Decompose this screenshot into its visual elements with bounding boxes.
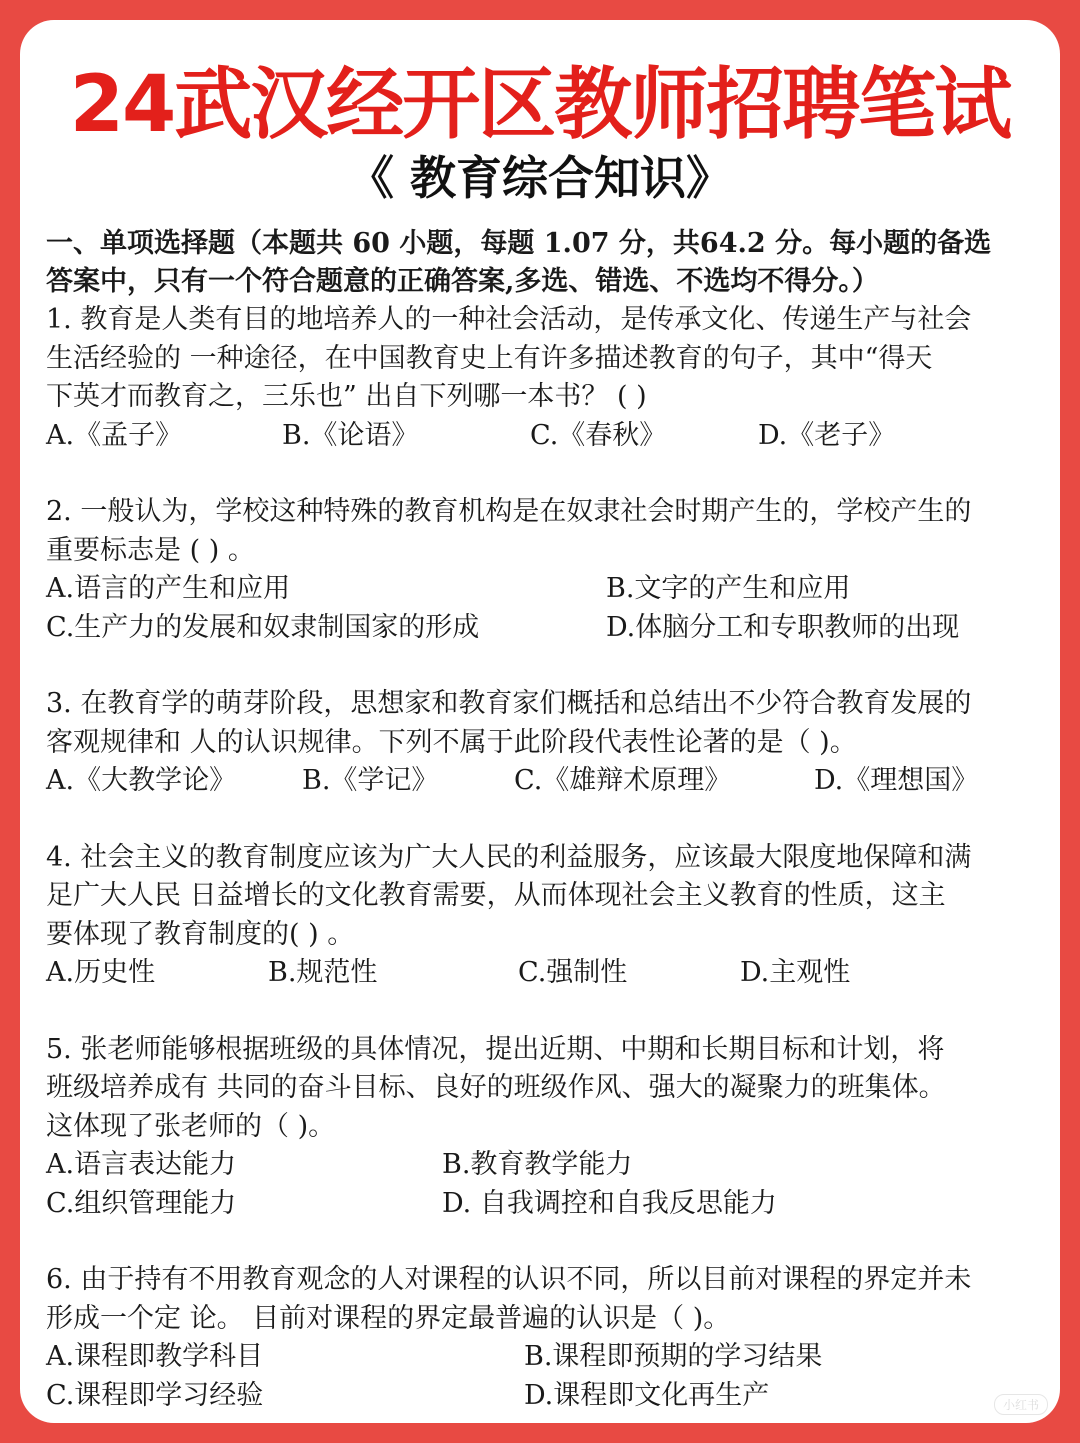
page-card <box>20 20 1060 1423</box>
question-line: 要体现了教育制度的( ) 。 <box>46 918 355 950</box>
options-row <box>46 954 1036 993</box>
question-stem <box>46 685 1036 762</box>
option-d[interactable]: D. 自我调控和自我反思能力 <box>442 1187 777 1219</box>
question-line: 6. 由于持有不用教育观念的人对课程的认识不同，所以目前对课程的界定并未 <box>46 1264 972 1295</box>
instructions-line: 答案中，只有一个符合题意的正确答案,多选、错选、不选均不得分。） <box>46 266 879 297</box>
option-c[interactable]: C.生产力的发展和奴隶制国家的形成 <box>46 611 480 643</box>
question-stem <box>46 301 1036 417</box>
question-1 <box>46 301 1036 455</box>
option-c[interactable]: C.《春秋》 <box>530 419 667 451</box>
section-instructions <box>46 225 1036 301</box>
option-c[interactable]: C.《雄辩术原理》 <box>514 765 732 796</box>
option-b[interactable]: B.教育教学能力 <box>442 1149 633 1180</box>
option-d[interactable]: D.体脑分工和专职教师的出现 <box>606 611 960 643</box>
instructions-line: 一、单项选择题（本题共 60 小题，每题 1.07 分，共64.2 分。每小题的备选 <box>46 228 992 259</box>
options-row <box>46 1146 1036 1185</box>
question-2 <box>46 493 1036 647</box>
option-a[interactable]: A.历史性 <box>46 957 156 988</box>
option-d[interactable]: D.《老子》 <box>758 419 896 451</box>
option-b[interactable]: B.课程即预期的学习结果 <box>524 1341 823 1372</box>
page-subtitle: 《 教育综合知识》 <box>347 151 732 205</box>
option-d[interactable]: D.主观性 <box>740 957 851 988</box>
question-stem <box>46 493 1036 570</box>
option-b[interactable]: B.《论语》 <box>282 419 419 451</box>
question-line: 重要标志是 ( ) 。 <box>46 534 255 566</box>
exam-content <box>46 225 1036 1415</box>
question-5 <box>46 1031 1036 1224</box>
option-c[interactable]: C.课程即学习经验 <box>46 1379 264 1411</box>
question-line: 班级培养成有 共同的奋斗目标、良好的班级作风、强大的凝聚力的班集体。 <box>46 1072 946 1103</box>
options-row <box>46 1338 1036 1377</box>
watermark: 小红书 <box>994 1394 1048 1415</box>
option-a[interactable]: A.《大教学论》 <box>46 765 237 796</box>
question-line: 这体现了张老师的（ )。 <box>46 1110 336 1142</box>
page-title: 24武汉经开区教师招聘笔试 <box>69 60 1011 150</box>
question-line: 形成一个定 论。 目前对课程的界定最普遍的认识是（ )。 <box>46 1302 731 1334</box>
options-row <box>46 762 1036 801</box>
option-b[interactable]: B.规范性 <box>268 957 378 988</box>
question-stem <box>46 839 1036 955</box>
question-line: 5. 张老师能够根据班级的具体情况，提出近期、中期和长期目标和计划，将 <box>46 1033 945 1065</box>
options-row <box>46 609 1036 648</box>
option-a[interactable]: A.语言表达能力 <box>46 1149 237 1180</box>
question-line: 3. 在教育学的萌芽阶段，思想家和教育家们概括和总结出不少符合教育发展的 <box>46 688 972 719</box>
options-row <box>46 1377 1036 1416</box>
question-stem <box>46 1031 1036 1147</box>
options-row <box>46 417 1036 456</box>
option-d[interactable]: D.课程即文化再生产 <box>524 1379 770 1411</box>
question-3 <box>46 685 1036 801</box>
option-a[interactable]: A.课程即教学科目 <box>46 1341 264 1372</box>
option-c[interactable]: C.组织管理能力 <box>46 1187 237 1219</box>
question-4 <box>46 839 1036 993</box>
options-row <box>46 570 1036 609</box>
question-line: 下英才而教育之，三乐也” 出自下列哪一本书？ ( ) <box>46 381 647 412</box>
option-d[interactable]: D.《理想国》 <box>814 765 979 796</box>
option-b[interactable]: B.文字的产生和应用 <box>606 573 851 604</box>
options-row <box>46 1185 1036 1224</box>
option-a[interactable]: A.语言的产生和应用 <box>46 573 291 604</box>
question-line: 1. 教育是人类有目的地培养人的一种社会活动，是传承文化、传递生产与社会 <box>46 304 972 335</box>
question-6 <box>46 1261 1036 1415</box>
question-stem <box>46 1261 1036 1338</box>
option-b[interactable]: B.《学记》 <box>302 765 439 796</box>
question-line: 4. 社会主义的教育制度应该为广大人民的利益服务，应该最大限度地保障和满 <box>46 841 972 873</box>
question-line: 2. 一般认为，学校这种特殊的教育机构是在奴隶社会时期产生的，学校产生的 <box>46 496 972 527</box>
question-line: 足广大人民 日益增长的文化教育需要，从而体现社会主义教育的性质，这主 <box>46 880 946 911</box>
option-c[interactable]: C.强制性 <box>518 957 628 988</box>
option-a[interactable]: A.《孟子》 <box>46 419 183 451</box>
question-line: 生活经验的 一种途径，在中国教育史上有许多描述教育的句子，其中“得天 <box>46 342 933 374</box>
question-line: 客观规律和 人的认识规律。下列不属于此阶段代表性论著的是（ )。 <box>46 726 857 758</box>
